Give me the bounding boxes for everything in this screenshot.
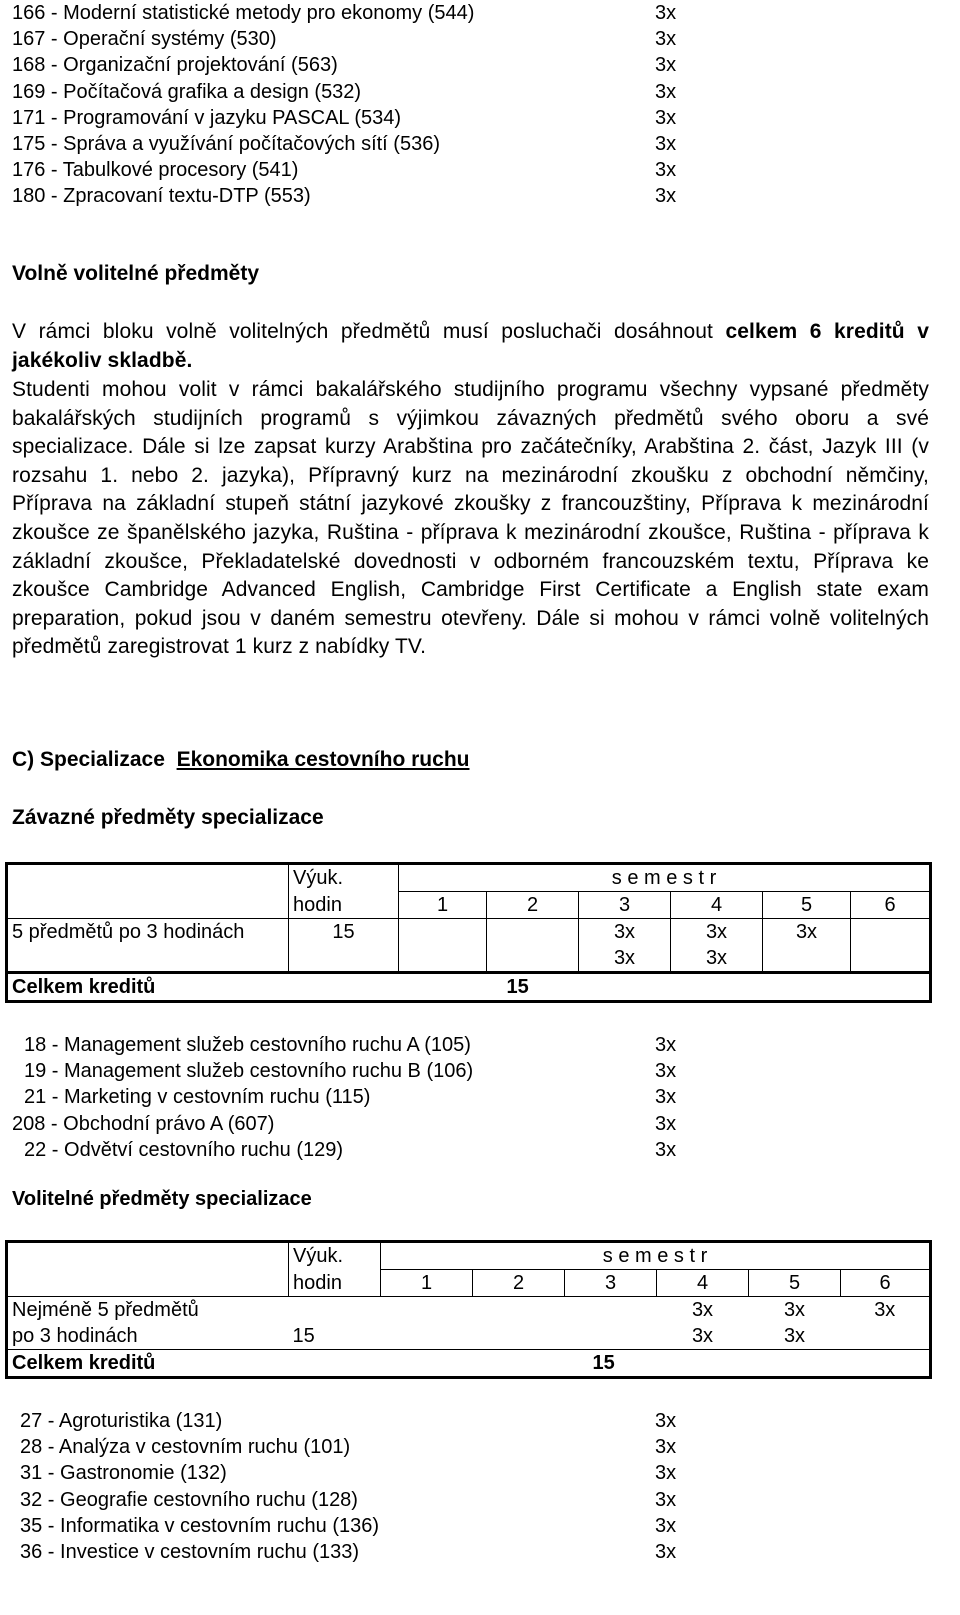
row-label: Nejméně 5 předmětů	[7, 1297, 289, 1324]
semester-2: 2	[473, 1270, 565, 1297]
course-name: 180 - Zpracovaní textu-DTP (553)	[12, 185, 311, 208]
cell	[381, 1323, 473, 1350]
row-label-2: po 3 hodinách	[7, 1323, 289, 1350]
cell	[565, 1323, 657, 1350]
semester-5: 5	[763, 892, 851, 919]
semester-6: 6	[851, 892, 931, 919]
cell: 3x	[671, 945, 763, 973]
hours-header-2: hodin	[289, 892, 399, 919]
cell	[473, 1323, 565, 1350]
course-name: 22 - Odvětví cestovního ruchu (129)	[24, 1138, 344, 1161]
row-label: 5 předmětů po 3 hodinách	[7, 919, 289, 946]
course-count: 3x	[655, 1540, 677, 1563]
specialization-prefix: C) Specializace	[12, 748, 165, 771]
hours-header-2: hodin	[289, 1270, 381, 1297]
course-count: 3x	[655, 54, 677, 77]
cell: 3x	[763, 919, 851, 946]
course-count: 3x	[655, 2, 677, 24]
course-count: 3x	[655, 1112, 677, 1135]
semester-5: 5	[749, 1270, 841, 1297]
course-name: 176 - Tabulkové procesory (541)	[12, 159, 299, 182]
course-count: 3x	[655, 28, 677, 51]
cell: 3x	[671, 919, 763, 946]
course-count: 3x	[655, 1138, 677, 1161]
hours-value: 15	[289, 1323, 381, 1350]
cell: 3x	[579, 945, 671, 973]
course-count: 3x	[655, 1462, 677, 1485]
cell	[473, 1297, 565, 1324]
mandatory-credits-table	[5, 862, 932, 1003]
course-name: 168 - Organizační projektování (563)	[12, 54, 338, 77]
cell: 3x	[749, 1297, 841, 1324]
course-count: 3x	[655, 106, 677, 129]
cell	[399, 945, 487, 973]
semester-3: 3	[579, 892, 671, 919]
cell	[399, 919, 487, 946]
cell: 3x	[657, 1323, 749, 1350]
course-name: 35 - Informatika v cestovním ruchu (136)	[20, 1514, 380, 1537]
semester-header: s e m e s t r	[381, 1242, 931, 1270]
specialization-heading	[12, 748, 469, 772]
mandatory-heading: Závazné předměty specializace	[12, 806, 324, 829]
semester-2: 2	[487, 892, 579, 919]
course-name: 175 - Správa a využívání počítačových sítí (536)	[12, 132, 440, 155]
hours-value: 15	[289, 919, 399, 946]
cell: 3x	[749, 1323, 841, 1350]
intro-bold-text: celkem 6 kreditů v jakékoliv skladbě.	[12, 320, 929, 372]
free-electives-heading: Volně volitelné předměty	[12, 262, 260, 285]
course-count: 3x	[655, 80, 677, 103]
course-name: 167 - Operační systémy (530)	[12, 28, 277, 51]
total-label: Celkem kreditů	[7, 973, 399, 1002]
elective-heading: Volitelné předměty specializace	[12, 1188, 312, 1210]
course-count: 3x	[655, 185, 677, 208]
course-name: 36 - Investice v cestovním ruchu (133)	[20, 1540, 360, 1563]
free-electives-intro	[12, 318, 929, 375]
cell	[763, 945, 851, 973]
hours-header: Výuk.	[289, 1242, 381, 1270]
cell	[841, 1323, 931, 1350]
course-count: 3x	[655, 1086, 677, 1109]
hours-header: Výuk.	[289, 864, 399, 892]
elective-credits-table	[5, 1240, 932, 1379]
semester-3: 3	[565, 1270, 657, 1297]
course-name: 27 - Agroturistika (131)	[20, 1410, 223, 1432]
course-count: 3x	[655, 132, 677, 155]
cell: 3x	[657, 1297, 749, 1324]
course-name: 32 - Geografie cestovního ruchu (128)	[20, 1488, 358, 1511]
semester-4: 4	[671, 892, 763, 919]
course-count: 3x	[655, 1488, 677, 1511]
cell: 3x	[579, 919, 671, 946]
specialization-name: Ekonomika cestovního ruchu	[176, 748, 470, 771]
intro-text: V rámci bloku volně volitelných předmětů musí posluchači dosáhnout	[12, 320, 726, 343]
cell	[565, 1297, 657, 1324]
course-name: 28 - Analýza v cestovním ruchu (101)	[20, 1436, 351, 1459]
cell	[851, 919, 931, 946]
course-count: 3x	[655, 1060, 677, 1083]
cell	[487, 945, 579, 973]
course-name: 208 - Obchodní právo A (607)	[12, 1112, 275, 1135]
semester-header: s e m e s t r	[399, 864, 931, 892]
course-name: 31 - Gastronomie (132)	[20, 1462, 227, 1485]
course-name: 166 - Moderní statistické metody pro ekonomy (544)	[12, 2, 475, 24]
course-name: 21 - Marketing v cestovním ruchu (115)	[24, 1086, 371, 1109]
free-electives-body: Studenti mohou volit v rámci bakalářského studijního programu všechny vypsané předměty bakalářských studijních programů s výjimkou závazných předmětů svého oboru a své specializace. Dále si lze zapsat kurzy Arabština pro začátečníky, Arabština 2. část, Jazyk III (v rozsahu 1. nebo 2. jazyka), Přípravný kurz na mezinárodní zkoušku z obchodní němčiny, Příprava na základní stupeň státní jazykové zkoušky z francouzštiny, Příprava k mezinárodní zkoušce ze španělského jazyka, Ruština - příprava k mezinárodní zkoušce, Ruština - příprava k základní zkoušce, Překladatelské dovednosti v odborném francouzském textu, Příprava ke zkoušce Cambridge Advanced English, Cambridge First Certificate a English state exam preparation, pokud jsou v daném semestru otevřeny. Dále si mohou v rámci volně volitelných předmětů zaregistrovat 1 kurz z nabídky TV.	[12, 378, 929, 659]
semester-6: 6	[841, 1270, 931, 1297]
cell	[851, 945, 931, 973]
course-name: 171 - Programování v jazyku PASCAL (534)	[12, 106, 402, 129]
cell	[487, 919, 579, 946]
total-label: Celkem kreditů	[7, 1350, 381, 1378]
course-count: 3x	[655, 1436, 677, 1459]
semester-1: 1	[381, 1270, 473, 1297]
course-count: 3x	[655, 159, 677, 182]
semester-1: 1	[399, 892, 487, 919]
total-value: 15	[381, 1350, 931, 1378]
cell: 3x	[841, 1297, 931, 1324]
course-name: 18 - Management služeb cestovního ruchu A (105)	[24, 1034, 471, 1056]
total-value: 15	[399, 973, 931, 1002]
course-count: 3x	[655, 1410, 677, 1432]
course-name: 19 - Management služeb cestovního ruchu B (106)	[24, 1060, 474, 1083]
cell	[381, 1297, 473, 1324]
course-count: 3x	[655, 1034, 677, 1056]
course-name: 169 - Počítačová grafika a design (532)	[12, 80, 362, 103]
semester-4: 4	[657, 1270, 749, 1297]
course-count: 3x	[655, 1514, 677, 1537]
